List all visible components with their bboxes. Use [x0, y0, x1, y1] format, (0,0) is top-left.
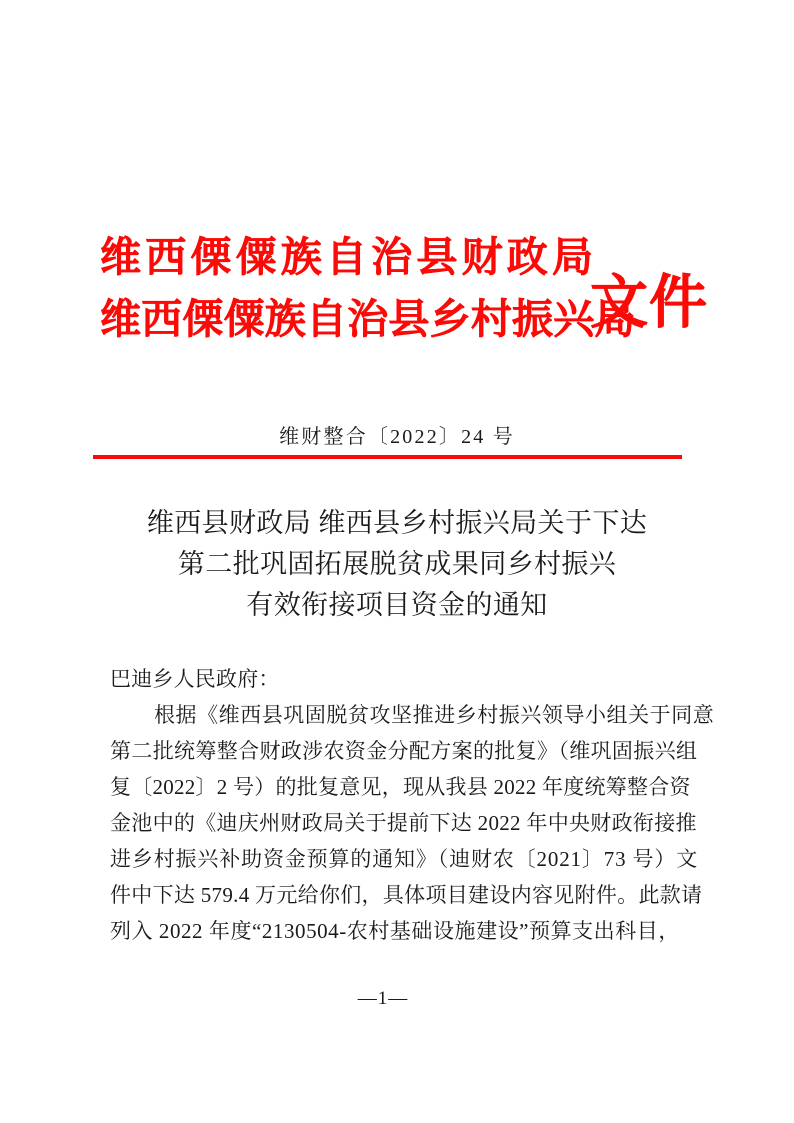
- document-body: [110, 661, 715, 949]
- red-separator-rule: [93, 455, 682, 459]
- document-title: [0, 503, 794, 626]
- document-title-line-2: 第二批巩固拓展脱贫成果同乡村振兴: [177, 549, 617, 579]
- body-salutation: 巴迪乡人民政府：: [110, 667, 280, 691]
- body-paragraph-line: 复〔2022〕2 号）的批复意见，现从我县 2022 年度统筹整合资: [110, 775, 691, 799]
- letterhead-issuer-line-2: 维西傈僳族自治县乡村振兴局: [100, 296, 636, 342]
- body-paragraph-line: 列入 2022 年度“2130504-农村基础设施建设”预算支出科目，: [110, 919, 680, 943]
- body-paragraph-line: 根据《维西县巩固脱贫攻坚推进乡村振兴领导小组关于同意: [154, 703, 715, 727]
- body-paragraph-line: 第二批统筹整合财政涉农资金分配方案的批复》（维巩固振兴组: [110, 739, 698, 763]
- letterhead-document-word: 文件: [590, 270, 709, 335]
- body-paragraph-line: 件中下达 579.4 万元给你们，具体项目建设内容见附件。此款请: [110, 883, 703, 907]
- body-paragraph-line: 金池中的《迪庆州财政局关于提前下达 2022 年中央财政衔接推: [110, 811, 697, 835]
- body-paragraph-line: 进乡村振兴补助资金预算的通知》（迪财农〔2021〕73 号）文: [110, 847, 699, 871]
- document-title-line-1: 维西县财政局 维西县乡村振兴局关于下达: [146, 508, 648, 538]
- letterhead-issuer-line-1: 维西傈僳族自治县财政局: [100, 234, 598, 280]
- letterhead-issuer-names: [100, 228, 636, 342]
- document-title-line-3: 有效衔接项目资金的通知: [246, 590, 548, 620]
- letterhead: [0, 228, 794, 378]
- page-number: —1—: [357, 988, 409, 1009]
- document-serial-number: 维财整合〔2022〕24 号: [279, 426, 515, 448]
